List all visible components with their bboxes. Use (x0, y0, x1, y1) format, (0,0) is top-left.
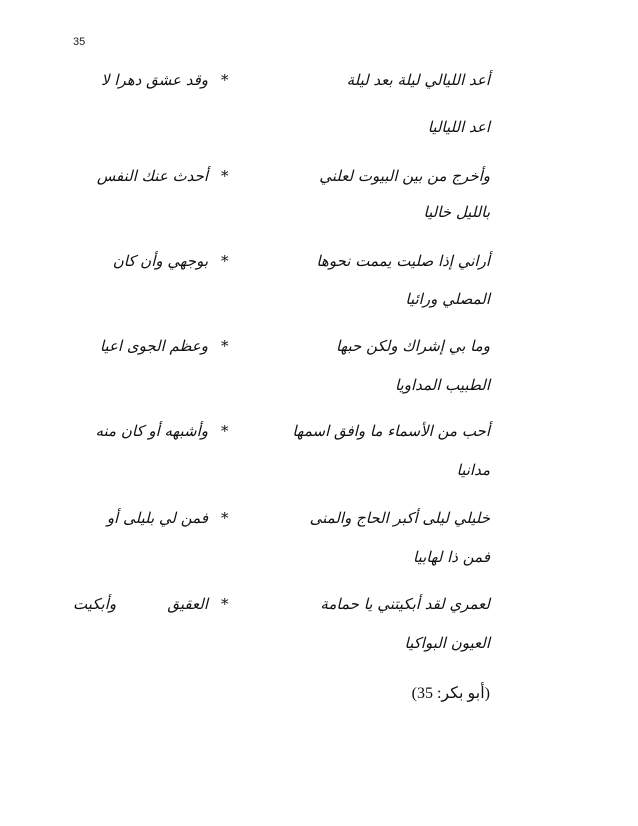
page-number: 35 (73, 36, 86, 48)
verse-line (0, 509, 638, 539)
verse-continuation: فمن ذا لهابيا (413, 548, 490, 566)
verse-separator: * (221, 252, 229, 270)
verse-separator: * (221, 422, 229, 440)
verse-separator: * (221, 509, 229, 527)
verse-continuation: مدانيا (456, 461, 490, 479)
verse-first-hemistich: وما بي إشراك ولكن حبها (336, 337, 490, 355)
verse-second-hemistich: أحدث عنك النفس (96, 167, 208, 185)
verse-second-hemistich: وأشبهه أو كان منه (95, 422, 208, 440)
verse-second-hemistich: فمن لي بليلى أو (106, 509, 208, 527)
verse-separator: * (221, 71, 229, 89)
hemistich-word: العقيق (167, 595, 208, 613)
verse-separator: * (221, 337, 229, 355)
verse-line (0, 252, 638, 282)
verse-separator: * (221, 167, 229, 185)
verse-first-hemistich: أراني إذا صليت يممت نحوها (316, 252, 490, 270)
verse-first-hemistich: أعد الليالي ليلة بعد ليلة (346, 71, 490, 89)
citation: (أبو بكر: 35) (411, 685, 490, 702)
verse-line (0, 71, 638, 101)
verse-first-hemistich: أحب من الأسماء ما وافق اسمها (292, 422, 490, 440)
verse-first-hemistich: خليلي ليلى أكبر الحاج والمنى (309, 509, 490, 527)
verse-line (0, 422, 638, 452)
verse-second-hemistich: بوجهي وأن كان (112, 252, 208, 270)
verse-separator: * (221, 595, 229, 613)
verse-second-hemistich (73, 595, 208, 613)
verse-continuation: المصلي ورائيا (405, 290, 490, 308)
verse-continuation: اعد اللياليا (427, 118, 490, 136)
verse-second-hemistich: وقد عشق دهرا لا (100, 71, 208, 89)
verse-first-hemistich: لعمري لقد أبكيتني يا حمامة (320, 595, 490, 613)
verse-continuation: بالليل خاليا (423, 203, 490, 221)
verse-first-hemistich: وأخرج من بين البيوت لعلني (319, 167, 490, 185)
verse-continuation: العيون البواكيا (404, 634, 490, 652)
verse-continuation: الطبيب المداويا (394, 376, 490, 394)
verse-second-hemistich: وعظم الجوى اعيا (99, 337, 208, 355)
hemistich-word: وأبكيت (73, 595, 117, 613)
verse-line (0, 337, 638, 367)
verse-line (0, 167, 638, 197)
verse-line (0, 595, 638, 625)
